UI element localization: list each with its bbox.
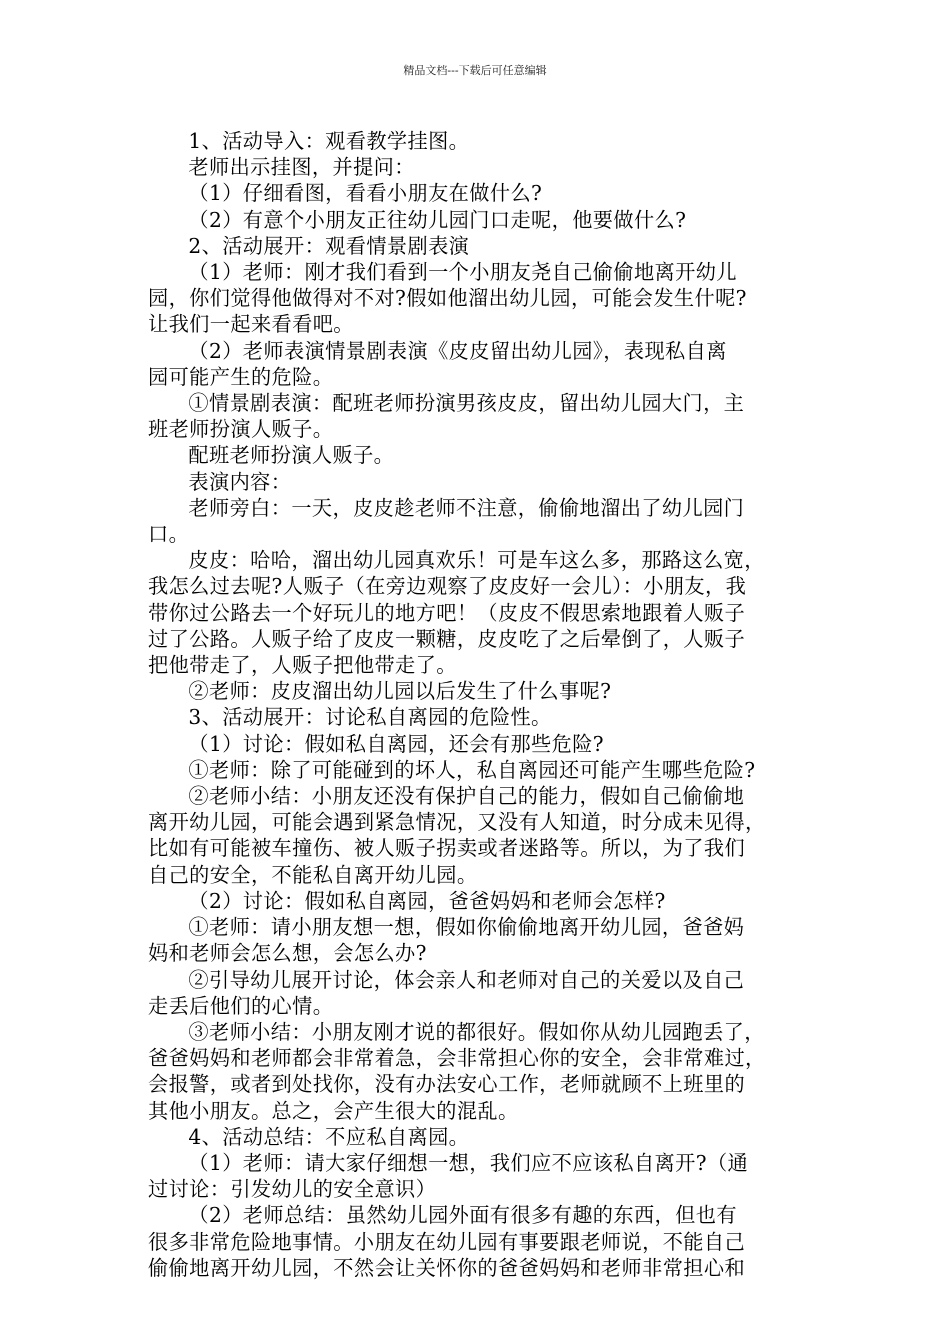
text-line: 口。: [148, 522, 190, 547]
text-line: 老师出示挂图，并提问：: [188, 155, 415, 180]
text-line: ②老师：皮皮溜出幼儿园以后发生了什么事呢?: [188, 679, 612, 704]
text-line: 其他小朋友。总之，会产生很大的混乱。: [148, 1098, 519, 1123]
text-line: 带你过公路去一个好玩儿的地方吧！（皮皮不假思索地跟着人贩子: [148, 600, 746, 625]
text-line: （2）老师总结：虽然幼儿园外面有很多有趣的东西，但也有: [188, 1203, 737, 1228]
text-line: 园可能产生的危险。: [148, 364, 334, 389]
text-line: 3、活动展开：讨论私自离园的危险性。: [188, 705, 552, 730]
text-line: 很多非常危险地事情。小朋友在幼儿园有事要跟老师说，不能自己: [148, 1229, 746, 1254]
text-line: 皮皮：哈哈，溜出幼儿园真欢乐！可是车这么多，那路这么宽，: [188, 548, 765, 573]
text-line: （2）老师表演情景剧表演《皮皮留出幼儿园》，表现私自离: [188, 338, 727, 363]
text-line: 比如有可能被车撞伤、被人贩子拐卖或者迷路等。所以，为了我们: [148, 836, 746, 861]
paragraph: [148, 914, 813, 966]
document-body: [148, 128, 813, 1281]
text-line: 4、活动总结：不应私自离园。: [188, 1124, 470, 1149]
text-line: ①老师：请小朋友想一想，假如你偷偷地离开幼儿园，爸爸妈: [188, 915, 745, 940]
paragraph: [148, 180, 813, 206]
text-line: 我怎么过去呢?人贩子（在旁边观察了皮皮好一会儿）：小朋友，我: [148, 574, 747, 599]
paragraph: [148, 495, 813, 547]
text-line: ①情景剧表演：配班老师扮演男孩皮皮，留出幼儿园大门，主: [188, 391, 745, 416]
text-line: 老师旁白：一天，皮皮趁老师不注意，偷偷地溜出了幼儿园门: [188, 495, 745, 520]
text-line: ①老师：除了可能碰到的坏人，私自离园还可能产生哪些危险?: [188, 757, 756, 782]
text-line: （1）讨论：假如私自离园，还会有那些危险?: [188, 731, 605, 756]
text-line: 让我们一起来看看吧。: [148, 312, 354, 337]
paragraph: [148, 967, 813, 1019]
text-line: 1、活动导入：观看教学挂图。: [188, 129, 470, 153]
paragraph: [148, 469, 813, 495]
paragraph: [148, 207, 813, 233]
paragraph: [148, 1150, 813, 1202]
paragraph: [148, 783, 813, 888]
paragraph: [148, 128, 813, 154]
text-line: 自己的安全，不能私自离开幼儿园。: [148, 862, 478, 887]
text-line: 过了公路。人贩子给了皮皮一颗糖，皮皮吃了之后晕倒了，人贩子: [148, 626, 746, 651]
page-header: 精品文档---下载后可任意编辑: [403, 64, 547, 77]
paragraph: [148, 442, 813, 468]
paragraph: [148, 704, 813, 730]
text-line: （1）仔细看图，看看小朋友在做什么?: [188, 181, 543, 206]
paragraph: [148, 547, 813, 678]
text-line: 班老师扮演人贩子。: [148, 417, 334, 442]
text-line: 配班老师扮演人贩子。: [188, 443, 395, 468]
text-line: （1）老师：请大家仔细想一想，我们应不应该私自离开?（通: [188, 1150, 749, 1175]
text-line: 偷偷地离开幼儿园，不然会让关怀你的爸爸妈妈和老师非常担心和: [148, 1255, 746, 1280]
text-line: 走丢后他们的心情。: [148, 993, 334, 1018]
paragraph: [148, 1019, 813, 1124]
text-line: 爸爸妈妈和老师都会非常着急，会非常担心你的安全，会非常难过，: [148, 1046, 766, 1071]
paragraph: [148, 338, 813, 390]
paragraph: [148, 1202, 813, 1281]
paragraph: [148, 390, 813, 442]
text-line: 离开幼儿园，可能会遇到紧急情况，又没有人知道，时分成未见得，: [148, 810, 766, 835]
text-line: ③老师小结：小朋友刚才说的都很好。假如你从幼儿园跑丢了，: [188, 1019, 765, 1044]
paragraph: [148, 233, 813, 259]
text-line: ②引导幼儿展开讨论，体会亲人和老师对自己的关爱以及自己: [188, 967, 745, 992]
paragraph: [148, 757, 813, 783]
paragraph: [148, 678, 813, 704]
paragraph: [148, 259, 813, 338]
text-line: 过讨论：引发幼儿的安全意识）: [148, 1177, 437, 1202]
text-line: （2）有意个小朋友正往幼儿园门口走呢，他要做什么?: [188, 207, 687, 232]
text-line: 会报警，或者到处找你，没有办法安心工作，老师就顾不上班里的: [148, 1072, 746, 1097]
text-line: 2、活动展开：观看情景剧表演: [188, 233, 470, 258]
text-line: 把他带走了，人贩子把他带走了。: [148, 653, 457, 678]
paragraph: [148, 731, 813, 757]
text-line: ②老师小结：小朋友还没有保护自己的能力，假如自己偷偷地: [188, 784, 745, 809]
paragraph: [148, 1124, 813, 1150]
paragraph: [148, 888, 813, 914]
text-line: 园，你们觉得他做得对不对?假如他溜出幼儿园，可能会发生什呢?: [148, 286, 747, 311]
text-line: （2）讨论：假如私自离园，爸爸妈妈和老师会怎样?: [188, 888, 666, 913]
text-line: 表演内容：: [188, 469, 292, 494]
text-line: （1）老师：刚才我们看到一个小朋友尧自己偷偷地离开幼儿: [188, 260, 737, 285]
text-line: 妈和老师会怎么想，会怎么办?: [148, 941, 427, 966]
paragraph: [148, 154, 813, 180]
